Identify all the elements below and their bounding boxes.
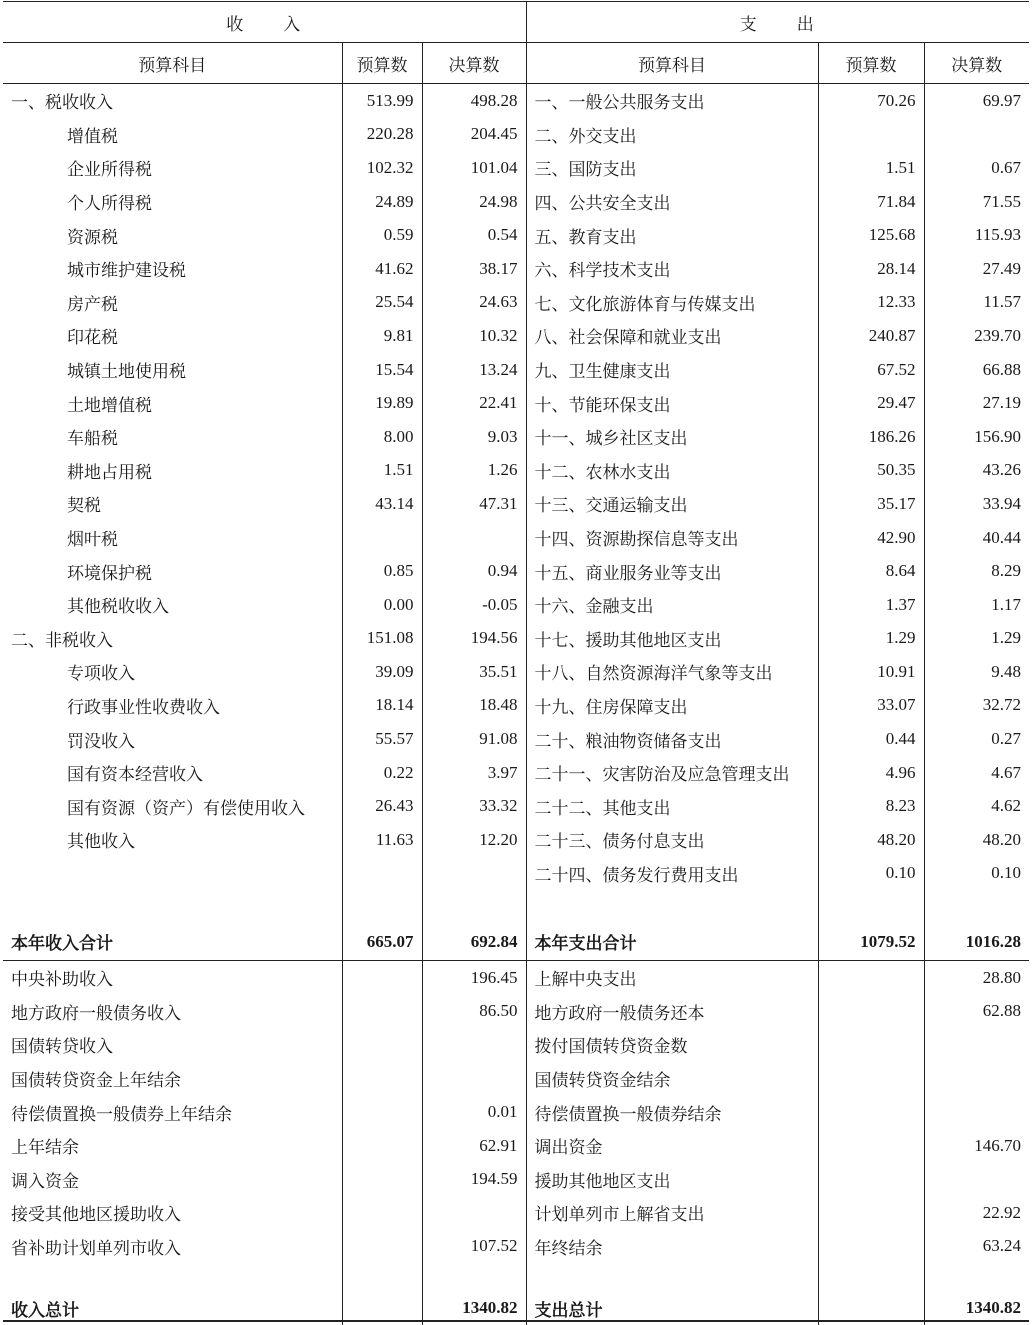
expense-item-final: 71.55 (982, 191, 1022, 211)
income-final-header: 决算数 (422, 43, 526, 84)
expense-item-label: 二十四、债务发行费用支出 (526, 857, 818, 891)
table-row (3, 756, 1029, 790)
income-item-budget: 11.63 (342, 823, 422, 857)
expense-item-budget: 67.52 (818, 353, 924, 387)
income-item-budget: 0.85 (342, 554, 422, 588)
expense-item-budget: 42.90 (818, 521, 924, 555)
expense-item-label: 十二、农林水支出 (526, 454, 818, 488)
expense-total-budget: 1079.52 (818, 924, 924, 961)
income-item-budget: 25.54 (342, 286, 422, 320)
table-row (3, 1095, 1029, 1129)
income-item-final (422, 521, 526, 555)
income-item-final: 91.08 (422, 722, 526, 756)
expense-item-label: 七、文化旅游体育与传媒支出 (526, 286, 818, 320)
expense-item-final (924, 118, 1029, 152)
expense-item-label: 一、一般公共服务支出 (526, 84, 818, 118)
income-item-budget: 15.54 (342, 353, 422, 387)
income-item-budget: 1.51 (342, 454, 422, 488)
expense-extra-final: 63.24 (982, 1236, 1022, 1256)
expense-item-final: 32.72 (982, 695, 1022, 715)
income-item-budget: 39.09 (342, 655, 422, 689)
income-extra-budget (342, 960, 422, 994)
expense-extra-final: 146.70 (974, 1135, 1022, 1155)
income-total-label: 本年收入合计 (3, 924, 342, 961)
expense-item-final: 33.94 (982, 493, 1022, 513)
table-row (3, 386, 1029, 420)
table-row (3, 622, 1029, 656)
table-row (3, 857, 1029, 891)
income-item-label: 其他收入 (3, 823, 342, 857)
expense-extra-label: 援助其他地区支出 (526, 1162, 818, 1196)
expense-item-budget: 10.91 (818, 655, 924, 689)
expense-item-budget: 0.44 (818, 722, 924, 756)
table-row (3, 151, 1029, 185)
table-row (3, 1162, 1029, 1196)
income-total-budget: 665.07 (342, 924, 422, 961)
spacer-cell (818, 890, 924, 924)
expense-item-label: 四、公共安全支出 (526, 185, 818, 219)
table-row (3, 252, 1029, 286)
expense-item-final: 0.27 (991, 729, 1022, 749)
income-item-label: 印花税 (3, 319, 342, 353)
expense-item-budget: 4.96 (818, 756, 924, 790)
income-item-label: 其他税收收入 (3, 588, 342, 622)
spacer-row (3, 890, 1029, 924)
table-row (3, 655, 1029, 689)
income-item-label: 企业所得税 (3, 151, 342, 185)
income-item-final (422, 857, 526, 891)
spacer-cell (342, 1263, 422, 1291)
income-extra-final (422, 1028, 526, 1062)
expense-item-label: 十九、住房保障支出 (526, 689, 818, 723)
income-item-final: -0.05 (422, 588, 526, 622)
table-row (3, 823, 1029, 857)
expense-extra-budget (818, 960, 924, 994)
expense-extra-budget (818, 1129, 924, 1163)
annual-total-row (3, 924, 1029, 961)
expense-item-final: 11.57 (983, 292, 1022, 312)
table-row (3, 353, 1029, 387)
table-bottom-rule (3, 1320, 1029, 1322)
expense-item-final: 48.20 (982, 829, 1022, 849)
spacer-cell (924, 1263, 1029, 1291)
income-item-label: 土地增值税 (3, 386, 342, 420)
expense-item-budget: 1.29 (818, 622, 924, 656)
income-item-label: 环境保护税 (3, 554, 342, 588)
expense-extra-final (924, 1028, 1029, 1062)
table-row (3, 84, 1029, 118)
income-grand-label: 收入总计 (3, 1291, 342, 1325)
income-extra-budget (342, 994, 422, 1028)
expense-extra-final (924, 1095, 1029, 1129)
income-item-final: 13.24 (422, 353, 526, 387)
income-extra-final: 194.59 (422, 1162, 526, 1196)
income-item-label: 二、非税收入 (3, 622, 342, 656)
expense-extra-budget (818, 1062, 924, 1096)
expense-total-label: 本年支出合计 (526, 924, 818, 961)
expense-item-budget: 240.87 (818, 319, 924, 353)
income-item-final: 498.28 (422, 84, 526, 118)
expense-item-budget: 70.26 (818, 84, 924, 118)
income-item-label: 专项收入 (3, 655, 342, 689)
income-item-budget: 151.08 (342, 622, 422, 656)
income-total-final: 692.84 (422, 924, 526, 961)
income-extra-label: 接受其他地区援助收入 (3, 1196, 342, 1230)
expense-item-budget: 71.84 (818, 185, 924, 219)
expense-item-budget: 50.35 (818, 454, 924, 488)
expense-subject-header: 预算科目 (526, 43, 818, 84)
expense-item-label: 二十、粮油物资储备支出 (526, 722, 818, 756)
expense-extra-final: 28.80 (982, 967, 1022, 987)
expense-item-final: 4.67 (991, 762, 1022, 782)
income-item-final: 9.03 (422, 420, 526, 454)
income-extra-budget (342, 1028, 422, 1062)
spacer-cell (818, 1263, 924, 1291)
header-row-sections (3, 2, 1029, 43)
expense-extra-label: 年终结余 (526, 1230, 818, 1264)
expense-grand-final: 1340.82 (965, 1298, 1022, 1318)
income-item-budget (342, 521, 422, 555)
expense-item-final: 156.90 (974, 426, 1022, 446)
table-row (3, 1062, 1029, 1096)
expense-item-budget: 28.14 (818, 252, 924, 286)
income-item-label: 行政事业性收费收入 (3, 689, 342, 723)
expense-item-final: 8.29 (991, 561, 1022, 581)
expense-item-budget: 8.23 (818, 789, 924, 823)
income-item-label: 增值税 (3, 118, 342, 152)
income-extra-budget (342, 1062, 422, 1096)
expense-item-budget: 48.20 (818, 823, 924, 857)
spacer-cell (342, 890, 422, 924)
income-item-budget: 0.22 (342, 756, 422, 790)
income-item-budget: 220.28 (342, 118, 422, 152)
income-item-final: 38.17 (422, 252, 526, 286)
income-item-label: 耕地占用税 (3, 454, 342, 488)
expense-item-label: 十六、金融支出 (526, 588, 818, 622)
income-item-final: 12.20 (422, 823, 526, 857)
income-extra-final: 62.91 (422, 1129, 526, 1163)
expense-item-label: 二十二、其他支出 (526, 789, 818, 823)
income-extra-budget (342, 1095, 422, 1129)
table-row (3, 960, 1029, 994)
spacer-cell (422, 1263, 526, 1291)
expense-item-budget (818, 118, 924, 152)
expense-extra-label: 计划单列市上解省支出 (526, 1196, 818, 1230)
table-row (3, 1196, 1029, 1230)
income-item-label: 城市维护建设税 (3, 252, 342, 286)
income-item-final: 0.94 (422, 554, 526, 588)
income-extra-label: 省补助计划单列市收入 (3, 1230, 342, 1264)
expense-item-label: 三、国防支出 (526, 151, 818, 185)
table-row (3, 994, 1029, 1028)
income-extra-label: 国债转贷资金上年结余 (3, 1062, 342, 1096)
expense-extra-final: 22.92 (982, 1202, 1022, 1222)
income-extra-budget (342, 1162, 422, 1196)
expense-item-final: 66.88 (982, 359, 1022, 379)
expense-item-final: 0.67 (991, 157, 1022, 177)
expense-item-final: 27.49 (982, 258, 1022, 278)
expense-extra-label: 调出资金 (526, 1129, 818, 1163)
income-item-label: 一、税收收入 (3, 84, 342, 118)
expense-extra-label: 待偿债置换一般债券结余 (526, 1095, 818, 1129)
income-extra-final: 107.52 (422, 1230, 526, 1264)
expense-item-final: 9.48 (991, 661, 1022, 681)
income-extra-final: 0.01 (422, 1095, 526, 1129)
table-row (3, 722, 1029, 756)
income-item-final: 10.32 (422, 319, 526, 353)
table-row (3, 1230, 1029, 1264)
expense-item-final: 4.62 (991, 796, 1022, 816)
expense-total-final: 1016.28 (924, 924, 1029, 961)
expense-item-label: 八、社会保障和就业支出 (526, 319, 818, 353)
expense-item-budget: 33.07 (818, 689, 924, 723)
spacer-cell (422, 890, 526, 924)
expense-item-budget: 29.47 (818, 386, 924, 420)
table-row (3, 286, 1029, 320)
table-row (3, 588, 1029, 622)
budget-table (3, 2, 1029, 1325)
table-row (3, 218, 1029, 252)
expense-item-label: 六、科学技术支出 (526, 252, 818, 286)
expense-item-final: 43.26 (982, 460, 1022, 480)
expense-item-final: 27.19 (982, 393, 1022, 413)
income-item-budget: 0.59 (342, 218, 422, 252)
table-row (3, 1129, 1029, 1163)
income-item-label (3, 857, 342, 891)
income-item-label: 国有资源（资产）有偿使用收入 (3, 789, 342, 823)
income-subject-header: 预算科目 (3, 43, 342, 84)
expense-extra-budget (818, 1230, 924, 1264)
income-extra-final: 196.45 (422, 960, 526, 994)
expense-item-final: 239.70 (974, 325, 1022, 345)
income-item-final: 47.31 (422, 487, 526, 521)
table-row (3, 454, 1029, 488)
expense-item-label: 九、卫生健康支出 (526, 353, 818, 387)
expense-extra-final: 62.88 (982, 1001, 1022, 1021)
expense-extra-budget (818, 1196, 924, 1230)
table-row (3, 420, 1029, 454)
expense-item-final: 69.97 (982, 90, 1022, 110)
table-row (3, 521, 1029, 555)
income-item-final: 204.45 (422, 118, 526, 152)
expense-budget-header: 预算数 (818, 43, 924, 84)
income-item-final: 35.51 (422, 655, 526, 689)
table-row (3, 789, 1029, 823)
expense-section-title: 支 出 (526, 2, 1029, 43)
income-extra-final: 86.50 (422, 994, 526, 1028)
expense-extra-budget (818, 1162, 924, 1196)
income-item-budget: 43.14 (342, 487, 422, 521)
income-grand-final: 1340.82 (422, 1291, 526, 1325)
income-item-final: 194.56 (422, 622, 526, 656)
expense-grand-label: 支出总计 (526, 1291, 818, 1325)
income-item-label: 个人所得税 (3, 185, 342, 219)
expense-item-final: 1.29 (991, 628, 1022, 648)
table-row (3, 689, 1029, 723)
spacer-cell (3, 1263, 342, 1291)
income-item-budget: 41.62 (342, 252, 422, 286)
income-extra-label: 调入资金 (3, 1162, 342, 1196)
income-item-final: 24.63 (422, 286, 526, 320)
spacer-row (3, 1263, 1029, 1291)
expense-extra-final (924, 1162, 1029, 1196)
table-row (3, 554, 1029, 588)
income-item-label: 国有资本经营收入 (3, 756, 342, 790)
expense-extra-budget (818, 994, 924, 1028)
expense-item-final: 40.44 (982, 527, 1022, 547)
income-item-final: 3.97 (422, 756, 526, 790)
income-item-budget (342, 857, 422, 891)
income-item-label: 契税 (3, 487, 342, 521)
income-item-final: 33.32 (422, 789, 526, 823)
income-item-budget: 55.57 (342, 722, 422, 756)
income-item-final: 1.26 (422, 454, 526, 488)
income-extra-label: 中央补助收入 (3, 960, 342, 994)
expense-item-budget: 125.68 (818, 218, 924, 252)
income-item-final: 22.41 (422, 386, 526, 420)
header-row-columns (3, 43, 1029, 84)
income-item-budget: 24.89 (342, 185, 422, 219)
income-item-budget: 26.43 (342, 789, 422, 823)
income-item-budget: 0.00 (342, 588, 422, 622)
income-item-final: 0.54 (422, 218, 526, 252)
expense-item-label: 十三、交通运输支出 (526, 487, 818, 521)
income-extra-final (422, 1196, 526, 1230)
expense-extra-label: 国债转贷资金结余 (526, 1062, 818, 1096)
income-extra-label: 国债转贷收入 (3, 1028, 342, 1062)
income-item-budget: 8.00 (342, 420, 422, 454)
income-extra-label: 上年结余 (3, 1129, 342, 1163)
income-item-label: 车船税 (3, 420, 342, 454)
expense-item-final: 1.17 (991, 594, 1022, 614)
income-section-title: 收 入 (3, 2, 526, 43)
expense-item-label: 十七、援助其他地区支出 (526, 622, 818, 656)
income-item-label: 资源税 (3, 218, 342, 252)
income-item-final: 101.04 (422, 151, 526, 185)
expense-item-label: 十、节能环保支出 (526, 386, 818, 420)
income-extra-final (422, 1062, 526, 1096)
expense-extra-label: 地方政府一般债务还本 (526, 994, 818, 1028)
expense-item-final: 115.93 (974, 225, 1022, 245)
expense-item-label: 二、外交支出 (526, 118, 818, 152)
expense-item-final: 0.10 (991, 863, 1022, 883)
income-extra-budget (342, 1129, 422, 1163)
expense-item-label: 二十三、债务付息支出 (526, 823, 818, 857)
expense-item-label: 十八、自然资源海洋气象等支出 (526, 655, 818, 689)
expense-final-header: 决算数 (924, 43, 1029, 84)
expense-item-budget: 35.17 (818, 487, 924, 521)
income-extra-budget (342, 1230, 422, 1264)
spacer-cell (924, 890, 1029, 924)
expense-item-label: 十四、资源勘探信息等支出 (526, 521, 818, 555)
expense-item-budget: 0.10 (818, 857, 924, 891)
expense-item-budget: 12.33 (818, 286, 924, 320)
income-item-budget: 19.89 (342, 386, 422, 420)
income-item-budget: 513.99 (342, 84, 422, 118)
expense-item-label: 五、教育支出 (526, 218, 818, 252)
income-item-label: 房产税 (3, 286, 342, 320)
expense-item-label: 二十一、灾害防治及应急管理支出 (526, 756, 818, 790)
spacer-cell (3, 890, 342, 924)
table-row (3, 1028, 1029, 1062)
income-item-budget: 18.14 (342, 689, 422, 723)
income-item-label: 罚没收入 (3, 722, 342, 756)
income-item-budget: 102.32 (342, 151, 422, 185)
expense-item-budget: 1.37 (818, 588, 924, 622)
expense-extra-final (924, 1062, 1029, 1096)
expense-item-budget: 8.64 (818, 554, 924, 588)
table-row (3, 118, 1029, 152)
expense-extra-budget (818, 1028, 924, 1062)
expense-item-budget: 1.51 (818, 151, 924, 185)
expense-extra-label: 上解中央支出 (526, 960, 818, 994)
spacer-cell (526, 890, 818, 924)
spacer-cell (526, 1263, 818, 1291)
income-item-label: 城镇土地使用税 (3, 353, 342, 387)
expense-extra-budget (818, 1095, 924, 1129)
expense-item-budget: 186.26 (818, 420, 924, 454)
income-item-final: 18.48 (422, 689, 526, 723)
expense-item-label: 十一、城乡社区支出 (526, 420, 818, 454)
income-item-final: 24.98 (422, 185, 526, 219)
income-item-budget: 9.81 (342, 319, 422, 353)
expense-extra-label: 拨付国债转贷资金数 (526, 1028, 818, 1062)
table-row (3, 185, 1029, 219)
income-budget-header: 预算数 (342, 43, 422, 84)
income-extra-label: 地方政府一般债务收入 (3, 994, 342, 1028)
expense-item-label: 十五、商业服务业等支出 (526, 554, 818, 588)
income-item-label: 烟叶税 (3, 521, 342, 555)
table-row (3, 319, 1029, 353)
income-extra-budget (342, 1196, 422, 1230)
table-row (3, 487, 1029, 521)
income-extra-label: 待偿债置换一般债券上年结余 (3, 1095, 342, 1129)
